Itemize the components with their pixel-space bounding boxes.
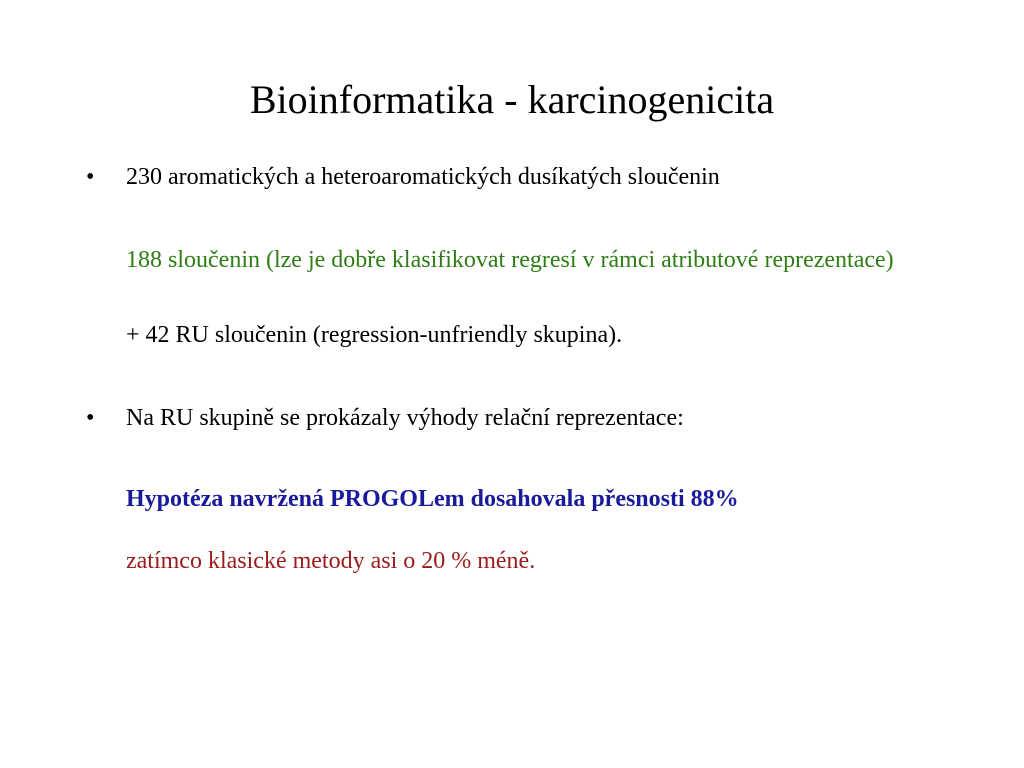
- green-text: 188 sloučenin (lze je dobře klasifikovat regresí v rámci atributové reprezentace): [126, 247, 894, 273]
- ru-text: + 42 RU sloučenin (regression-unfriendly skupina).: [126, 322, 623, 348]
- slide-title: Bioinformatika - karcinogenicita: [249, 77, 775, 122]
- bullet-marker: •: [86, 405, 95, 431]
- bullet-text-1: 230 aromatických a heteroaromatických dusíkatých sloučenin: [126, 164, 720, 190]
- blue-highlight-text: Hypotéza navržená PROGOLem dosahovala přesnosti 88%: [126, 486, 739, 512]
- bullet-marker: •: [86, 164, 95, 190]
- red-text: zatímco klasické metody asi o 20 % méně.: [126, 548, 536, 574]
- bullet-text-2: Na RU skupině se prokázaly výhody relační reprezentace:: [126, 405, 684, 431]
